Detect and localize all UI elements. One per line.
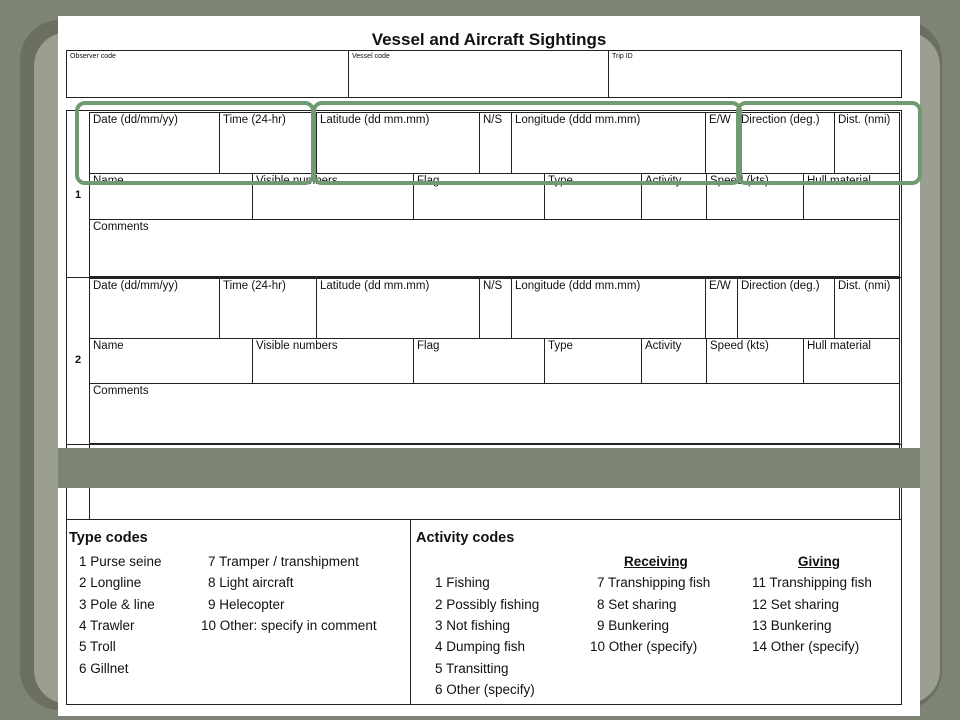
comments-label: Comments	[93, 221, 149, 233]
form-title: Vessel and Aircraft Sightings	[371, 30, 607, 49]
activity-code-item: 4 Dumping fish	[435, 639, 526, 654]
ns-label: N/S	[483, 114, 503, 126]
receiving-code-item: 10 Other (specify)	[590, 639, 698, 654]
date-time-highlight	[75, 101, 315, 185]
type-code-item: 7 Tramper / transhipment	[208, 554, 359, 569]
name-label: Name	[93, 175, 124, 187]
giving-code-item: 11 Transhipping fish	[752, 575, 872, 590]
receiving-code-item: 8 Set sharing	[597, 597, 677, 612]
hull-label: Hull material	[807, 340, 871, 352]
date-label: Date (dd/mm/yy)	[93, 280, 178, 292]
type-code-item: 5 Troll	[79, 639, 116, 654]
type-code-item: 2 Longline	[79, 575, 142, 590]
type-label: Type	[548, 175, 573, 187]
type-label: Type	[548, 340, 573, 352]
type-code-item: 8 Light aircraft	[208, 575, 294, 590]
receiving-code-item: 9 Bunkering	[597, 618, 670, 633]
longitude-label: Longitude (ddd mm.mm)	[515, 114, 641, 126]
sighting-2-activity-field[interactable]	[641, 338, 707, 384]
sighting-2-hull-field[interactable]	[803, 338, 900, 384]
lat-long-highlight	[312, 101, 742, 185]
trip-id-label: Trip ID	[612, 53, 633, 60]
activity-code-item: 6 Other (specify)	[435, 682, 535, 697]
latitude-label: Latitude (dd mm.mm)	[320, 114, 430, 126]
activity-code-item: 1 Fishing	[435, 575, 490, 590]
sighting-2-latitude-field[interactable]	[316, 278, 480, 339]
legend-divider	[410, 519, 411, 705]
occluding-band	[58, 448, 920, 488]
date-label: Date (dd/mm/yy)	[93, 114, 178, 126]
receiving-code-item: 7 Transhipping fish	[597, 575, 711, 590]
longitude-label: Longitude (ddd mm.mm)	[515, 280, 641, 292]
sighting-2-ew-field[interactable]	[705, 278, 738, 339]
activity-code-item: 5 Transitting	[435, 661, 509, 676]
activity-codes-heading: Activity codes	[416, 530, 515, 546]
type-code-item: 1 Purse seine	[79, 554, 162, 569]
giving-code-item: 13 Bunkering	[752, 618, 832, 633]
ns-label: N/S	[483, 280, 503, 292]
direction-label: Direction (deg.)	[741, 114, 820, 126]
vessel-code-label: Vessel code	[352, 53, 390, 60]
direction-distance-highlight	[736, 101, 922, 185]
giving-code-item: 14 Other (specify)	[752, 639, 860, 654]
visible-numbers-label: Visible numbers	[256, 340, 338, 352]
observer-code-field[interactable]	[66, 50, 349, 98]
sighting-2-direction-field[interactable]	[737, 278, 835, 339]
activity-code-item: 3 Not fishing	[435, 618, 511, 633]
sighting-1-comments-field[interactable]	[89, 219, 900, 277]
observer-code-label: Observer code	[70, 53, 116, 60]
type-code-item: 3 Pole & line	[79, 597, 155, 612]
sighting-2-speed-field[interactable]	[706, 338, 804, 384]
legend-box	[66, 519, 902, 705]
activity-label: Activity	[645, 340, 682, 352]
time-label: Time (24-hr)	[223, 114, 286, 126]
type-code-item: 10 Other: specify in comment	[201, 618, 377, 633]
sighting-2-flag-field[interactable]	[413, 338, 545, 384]
activity-code-item: 2 Possibly fishing	[435, 597, 540, 612]
flag-label: Flag	[417, 175, 440, 187]
receiving-heading: Receiving	[624, 554, 688, 569]
sighting-2-name-field[interactable]	[89, 338, 253, 384]
sighting-2-ns-field[interactable]	[479, 278, 512, 339]
sighting-2-comments-field[interactable]	[89, 383, 900, 444]
sighting-2-date-field[interactable]	[89, 278, 220, 339]
hull-label: Hull material	[807, 175, 871, 187]
sighting-2-longitude-field[interactable]	[511, 278, 706, 339]
dist-label: Dist. (nmi)	[838, 114, 891, 126]
giving-heading: Giving	[798, 554, 841, 569]
sighting-2-type-field[interactable]	[544, 338, 642, 384]
speed-label: Speed (kts)	[710, 175, 769, 187]
name-label: Name	[93, 340, 124, 352]
vessel-code-field[interactable]	[348, 50, 609, 98]
trip-id-field[interactable]	[608, 50, 902, 98]
dist-label: Dist. (nmi)	[838, 280, 891, 292]
visible-numbers-label: Visible numbers	[256, 175, 338, 187]
speed-label: Speed (kts)	[710, 340, 769, 352]
sighting-2-time-field[interactable]	[219, 278, 317, 339]
latitude-label: Latitude (dd mm.mm)	[320, 280, 430, 292]
ew-label: E/W	[709, 280, 731, 292]
time-label: Time (24-hr)	[223, 280, 286, 292]
type-code-item: 4 Trawler	[79, 618, 135, 633]
comments-label: Comments	[93, 385, 149, 397]
sighting-2-dist-field[interactable]	[834, 278, 900, 339]
type-code-item: 6 Gillnet	[79, 661, 129, 676]
ew-label: E/W	[709, 114, 731, 126]
sighting-2-visible-numbers-field[interactable]	[252, 338, 414, 384]
direction-label: Direction (deg.)	[741, 280, 820, 292]
type-code-item: 9 Helecopter	[208, 597, 285, 612]
sighting-2-number: 2	[75, 354, 82, 366]
type-codes-heading: Type codes	[69, 530, 148, 546]
flag-label: Flag	[417, 340, 440, 352]
giving-code-item: 12 Set sharing	[752, 597, 840, 612]
activity-label: Activity	[645, 175, 682, 187]
sighting-1-number: 1	[75, 189, 82, 201]
